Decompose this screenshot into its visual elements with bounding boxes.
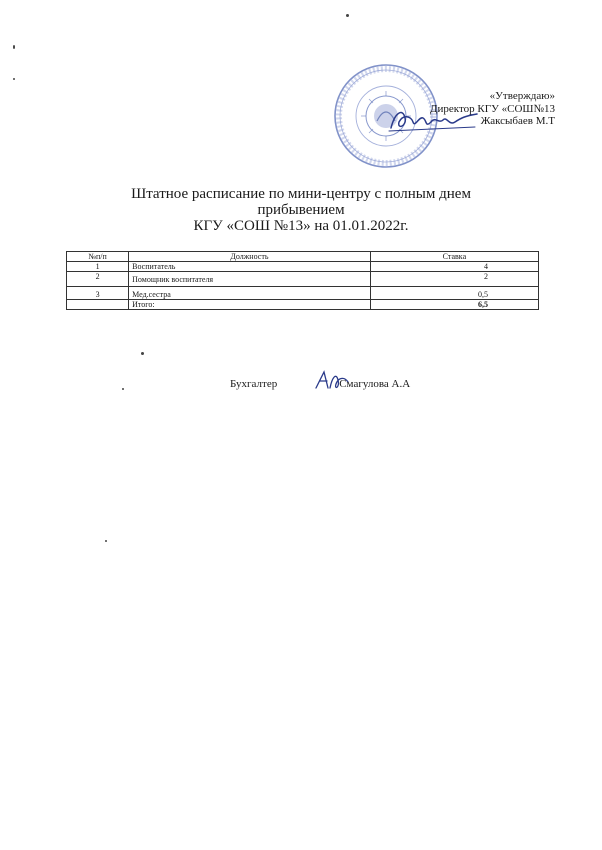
header-number: №п/п: [67, 252, 129, 262]
table-row: [67, 287, 539, 300]
header-rate: Ставка: [370, 252, 538, 262]
scan-speck: [13, 78, 15, 80]
title-line-3: КГУ «СОШ №13» на 01.01.2022г.: [193, 218, 409, 234]
header-position: Должность: [129, 252, 371, 262]
approval-block: [430, 90, 555, 128]
total-rate: 6,5: [370, 300, 538, 310]
scan-speck: [141, 352, 144, 355]
approval-heading: «Утверждаю»: [489, 90, 555, 102]
document-title: [60, 186, 542, 234]
row-rate: 0,5: [370, 287, 538, 300]
row-number: 1: [67, 262, 129, 272]
row-rate: 4: [370, 262, 538, 272]
row-position: Мед.сестра: [129, 287, 371, 300]
row-number: 2: [67, 272, 129, 287]
scan-speck: [346, 14, 349, 17]
title-line-1: Штатное расписание по мини-центру с полным днем: [131, 186, 471, 202]
table-row: [67, 272, 539, 287]
approval-director-name: Жаксыбаев М.Т: [480, 115, 555, 127]
accountant-name: Смагулова А.А: [339, 378, 411, 390]
row-rate: 2: [370, 272, 538, 287]
table-total-row: [67, 300, 539, 310]
accountant-role: Бухгалтер: [230, 378, 278, 390]
scan-speck: [122, 388, 124, 390]
row-number: 3: [67, 287, 129, 300]
row-position: Воспитатель: [129, 262, 371, 272]
title-line-2: прибывением: [257, 202, 345, 218]
row-position: Помощник воспитателя: [129, 272, 371, 287]
accountant-line: [230, 378, 410, 390]
approval-director-title: Директор КГУ «СОШ№13: [430, 102, 555, 115]
scan-speck: [13, 45, 15, 49]
total-label: Итого:: [129, 300, 371, 310]
total-number: [67, 300, 129, 310]
staff-schedule-table: [66, 251, 539, 310]
table-row: [67, 262, 539, 272]
scan-speck: [105, 540, 107, 542]
table-header-row: [67, 252, 539, 262]
